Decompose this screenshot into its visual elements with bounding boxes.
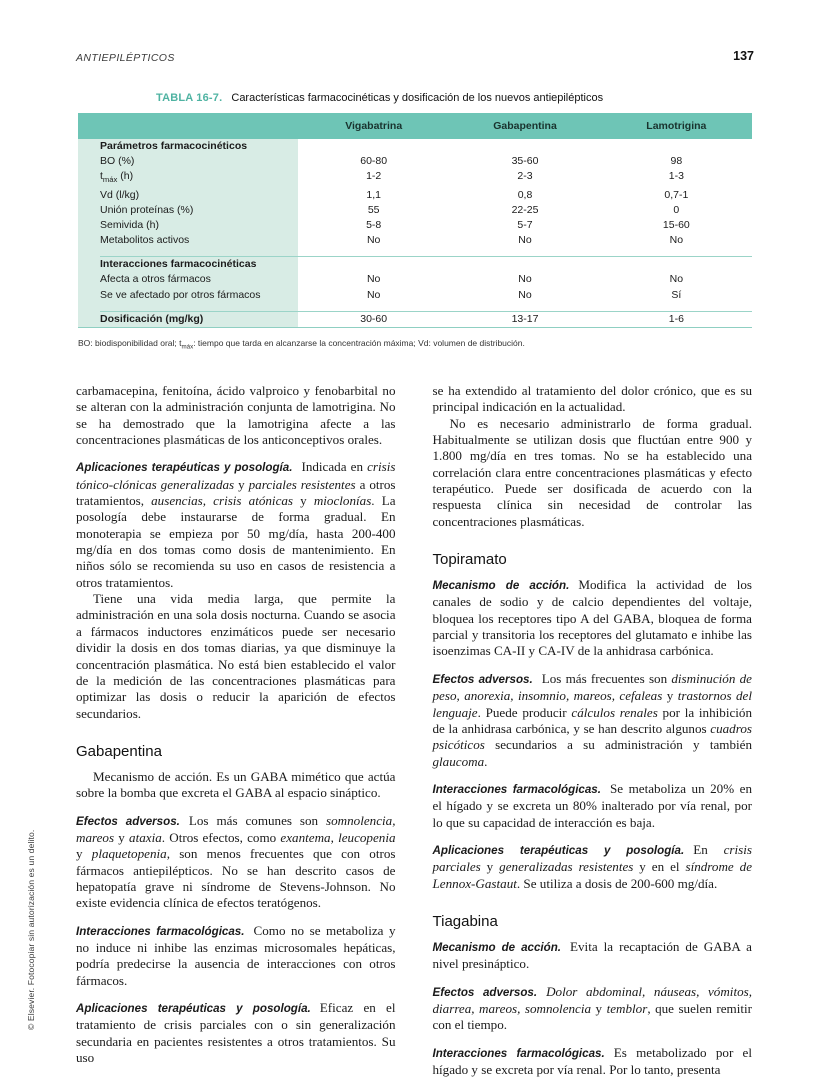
paragraph-gabapentina-interacciones: Interacciones farmacológicas. Como no se metaboliza y no induce ni inhibe las enzimas microsomales hepáticas, podría predecirse la ausencia de interacciones con otros fármacos. (76, 922, 396, 988)
group-heading-pk: Parámetros farmacocinéticos (78, 139, 298, 154)
left-column (76, 383, 396, 1078)
paragraph-gabapentina-mecanismo: Mecanismo de acción. Es un GABA mimético que actúa sobre la bomba que excreta el GABA al espacio sináptico. (76, 768, 396, 801)
row-value: No (601, 272, 752, 287)
table-row (78, 169, 752, 187)
run-in-heading: Interacciones farmacológicas. (432, 1046, 605, 1060)
row-value: 1,1 (298, 188, 449, 203)
run-in-heading: Interacciones farmacológicas. (76, 924, 245, 938)
table-spacer (78, 303, 752, 311)
row-value: Sí (601, 288, 752, 303)
paragraph-dolor-cronico: se ha extendido al tratamiento del dolor crónico, que es su principal indicación en la actualidad. (432, 383, 752, 415)
row-value: 0,7-1 (601, 188, 752, 203)
summary-value: 13-17 (449, 312, 600, 327)
table-block (78, 92, 752, 353)
row-value: No (298, 233, 449, 248)
row-value: 0,8 (449, 188, 600, 203)
row-value: 35-60 (449, 154, 600, 169)
paragraph-lamotrigina-vida-media: Tiene una vida media larga, que permite la administración en una sola dosis nocturna. Cuando se asocia a fármacos inductores enzimáticos puede ser necesario dividir la dosis en dos tomas diarias, ya que disminuye la concentración plasmática. No está bien establecido el valor de la medición de las concentraciones plasmáticas para optimizar las dosis o reducir la aparición de efectos secundarios. (76, 591, 396, 721)
run-in-heading: Mecanismo de acción. (432, 940, 562, 954)
heading-topiramato: Topiramato (432, 551, 507, 569)
row-value: No (601, 233, 752, 248)
table-caption (156, 92, 752, 104)
row-label: Afecta a otros fármacos (78, 272, 298, 287)
paragraph-topiramato-efectos: Efectos adversos. Los más frecuentes son disminución de peso, anorexia, insomnio, mareos, cefaleas y trastornos del lenguaje. Puede producir cálculos renales por la inhibición de la anhidrasa carbónica, y se han descrito algunos cuadros psicóticos secundarios a su administración y también glaucoma. (432, 670, 753, 769)
group-heading-spacer (298, 139, 449, 154)
run-in-heading: Aplicaciones terapéuticas y posología. (76, 461, 293, 475)
paragraph-topiramato-mecanismo: Mecanismo de acción. Modifica la actividad de los canales de sodio y de calcio dependientes del voltaje, bloquea los receptores tipo A del GABA, bloquea de forma parcial y transitoria los receptores del glutamato e inhibe las isoenzimas CA-II y CA-IV de la anhidrasa carbónica. (432, 577, 752, 659)
table-title: Características farmacocinéticas y dosificación de los nuevos antiepilépticos (231, 92, 604, 104)
group-heading-spacer (601, 139, 752, 154)
row-value: 55 (298, 203, 449, 218)
paragraph-lamotrigina-posologia: Aplicaciones terapéuticas y posología. Indicada en crisis tónico-clónicas generalizadas y parciales resistentes a otros tratamientos, ausencias, crisis atónicas y mioclonías. La posología debe instaurarse de forma gradual. En monoterapia se empieza por 50 mg/día, hasta 200-400 mg/día en dos tomas como dosis de mantenimiento. En niños sólo se recomienda su uso en casos de resistencia a otros tratamientos. (76, 459, 396, 590)
table-group-heading-row (78, 257, 752, 272)
run-in-heading: Mecanismo de acción. (432, 579, 570, 593)
paragraph-tiagabina-interacciones: Interacciones farmacológicas. Es metabolizado por el hígado y se excreta por vía renal. Por lo tanto, presenta (432, 1044, 753, 1077)
summary-label: Dosificación (mg/kg) (78, 312, 298, 327)
paragraph-topiramato-posologia: Aplicaciones terapéuticas y posología. En crisis parciales y generalizadas resistentes y en el síndrome de Lennox-Gastaut. Se utiliza a dosis de 200-600 mg/día. (432, 841, 753, 891)
summary-value: 1-6 (601, 312, 752, 327)
row-value: No (298, 288, 449, 303)
table-row (78, 203, 752, 218)
running-head: ANTIEPILÉPTICOS (76, 52, 175, 64)
row-value: 22-25 (449, 203, 600, 218)
row-value: No (449, 288, 600, 303)
row-label: Metabolitos activos (78, 233, 298, 248)
row-label: $t_{máx}$ (h) (78, 169, 298, 187)
row-value: 1-2 (298, 169, 449, 187)
table-row (78, 188, 752, 203)
col-header-lamotrigina: Lamotrigina (601, 113, 752, 139)
paragraph-topiramato-interacciones: Interacciones farmacológicas. Se metaboliza un 20% en el hígado y se excreta un 80% inalterado por vía renal, por lo que su capacidad de interacción es baja. (432, 780, 752, 830)
row-value: 98 (601, 154, 752, 169)
table-row (78, 272, 752, 287)
row-value: No (298, 272, 449, 287)
body-columns (76, 383, 752, 1078)
paragraph-tiagabina-efectos: Efectos adversos. Dolor abdominal, náuseas, vómitos, diarrea, mareos, somnolencia y temblor, que suelen remitir con el tiempo. (432, 983, 753, 1033)
table-footnote: BO: biodisponibilidad oral; $t_{máx}$: tiempo que tarda en alcanzarse la concentración máxima; Vd: volumen de distribución. (78, 337, 525, 351)
col-header-param (78, 113, 298, 139)
page-number: 137 (733, 49, 754, 63)
paragraph-gabapentina-posologia: Aplicaciones terapéuticas y posología. Eficaz en el tratamiento de crisis parciales con o sin generalización secundaria en pacientes resistentes a otros tratamientos. Su uso (76, 1000, 396, 1066)
table-row (78, 233, 752, 248)
pharmacokinetics-table (78, 113, 752, 328)
row-value: No (449, 272, 600, 287)
table-row (78, 218, 752, 233)
paragraph-gabapentina-efectos: Efectos adversos. Los más comunes son somnolencia, mareos y ataxia. Otros efectos, como exantema, leucopenia y plaquetopenia, son menos frecuentes que con otros fármacos antiepilépticos. No se han descrito casos de hepatopatía grave ni síndrome de Stevens-Johnson. No existe evidencia clínica de efectos teratógenos. (76, 812, 396, 911)
col-header-gabapentina: Gabapentina (449, 113, 600, 139)
row-value: 60-80 (298, 154, 449, 169)
row-value: 5-7 (449, 218, 600, 233)
group-heading-interactions: Interacciones farmacocinéticas (78, 257, 298, 272)
row-label: Vd (l/kg) (78, 188, 298, 203)
row-value: 15-60 (601, 218, 752, 233)
copyright-notice: © Elsevier. Fotocopiar sin autorización es un delito. (26, 829, 36, 1030)
row-label: Semivida (h) (78, 218, 298, 233)
run-in-heading: Efectos adversos. (76, 814, 180, 828)
paragraph-tiagabina-mecanismo: Mecanismo de acción. Evita la recaptación de GABA a nivel presináptico. (432, 938, 752, 972)
run-in-heading: Efectos adversos. (432, 985, 538, 999)
paragraph-carbamacepina: carbamacepina, fenitoína, ácido valproico y fenobarbital no se alteran con la administración conjunta de lamotrigina. No se ha demostrado que la lamotrigina afecte a las concentraciones plasmáticas de los anticonceptivos orales. (76, 383, 396, 448)
heading-tiagabina: Tiagabina (432, 912, 498, 930)
run-in-heading: Aplicaciones terapéuticas y posología. (432, 843, 685, 857)
table-summary-row (78, 312, 752, 327)
row-value: 5-8 (298, 218, 449, 233)
row-label: Se ve afectado por otros fármacos (78, 288, 298, 303)
col-header-vigabatrina: Vigabatrina (298, 113, 449, 139)
row-label: Unión proteínas (%) (78, 203, 298, 218)
run-in-heading: Efectos adversos. (432, 672, 533, 686)
table-group-heading-row (78, 139, 752, 154)
row-label: BO (%) (78, 154, 298, 169)
table-row (78, 288, 752, 303)
group-heading-spacer (601, 257, 752, 272)
run-in-heading: Interacciones farmacológicas. (432, 782, 601, 796)
right-column (433, 383, 753, 1078)
table-bottom-rule (78, 327, 752, 328)
table-number: TABLA 16-7. (156, 92, 223, 104)
paragraph-gabapentina-dosis: No es necesario administrarlo de forma gradual. Habitualmente se utilizan dosis que fluctúan entre 900 y 1.800 mg/día en tres tomas. No se ha establecido una correlación clara entre concentraciones plasmáticas y efecto terapéutico. Puede ser dosificada de acuerdo con la respuesta clínica sin necesidad de controlar las concentraciones plasmáticas. (432, 415, 752, 529)
heading-gabapentina: Gabapentina (76, 742, 162, 760)
group-heading-spacer (449, 257, 600, 272)
row-value: 0 (601, 203, 752, 218)
summary-value: 30-60 (298, 312, 449, 327)
row-value: 1-3 (601, 169, 752, 187)
table-row (78, 154, 752, 169)
table-spacer (78, 248, 752, 256)
group-heading-spacer (298, 257, 449, 272)
row-value: 2-3 (449, 169, 600, 187)
run-in-heading: Aplicaciones terapéuticas y posología. (76, 1002, 311, 1015)
group-heading-spacer (449, 139, 600, 154)
row-value: No (449, 233, 600, 248)
table-header-row (78, 113, 752, 139)
